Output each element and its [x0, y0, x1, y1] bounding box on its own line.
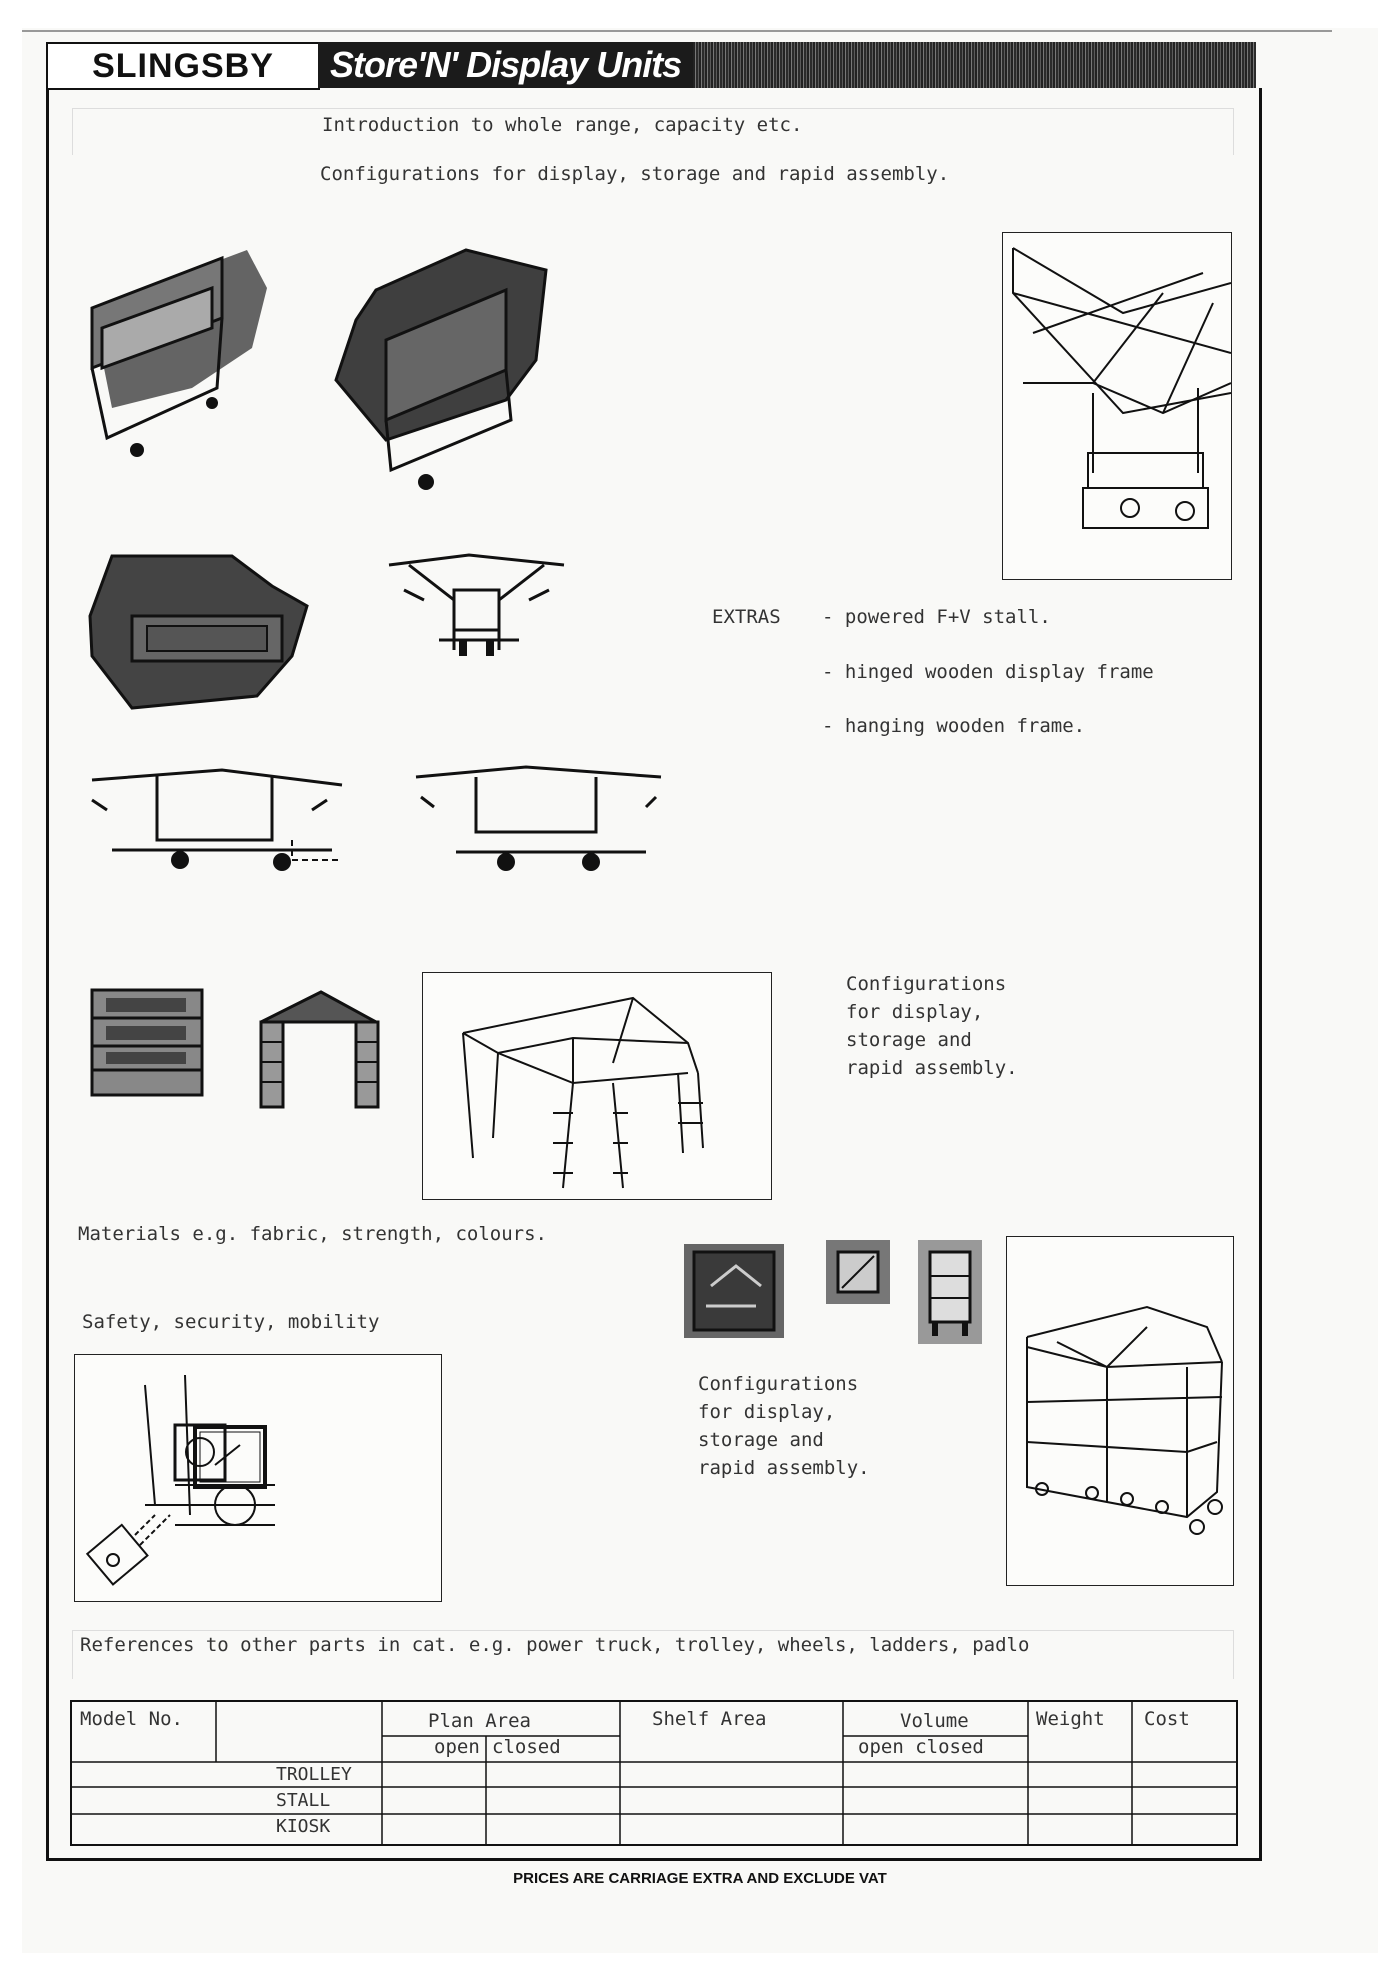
config-1-line-1: Configurations — [846, 973, 1007, 995]
spec-table — [70, 1700, 1238, 1846]
row-kiosk: KIOSK — [276, 1816, 331, 1837]
stall-plan-sketch — [72, 536, 342, 728]
page-title: Store'N' Display Units — [318, 42, 693, 88]
padlock-sketch — [75, 1355, 441, 1601]
fold-icon-2 — [822, 1236, 894, 1308]
gazebo-sketch-frame — [422, 972, 772, 1200]
trolley-sketch-frame — [1006, 1236, 1234, 1586]
col-volume-header: Volume — [900, 1710, 969, 1732]
kiosk-sketch — [1003, 233, 1231, 579]
extras-label: EXTRAS — [712, 606, 781, 628]
extras-item-2: - hinged wooden display frame — [822, 661, 1154, 683]
intro-line-2: Configurations for display, storage and rapid assembly. — [320, 163, 950, 185]
col-model-header: Model No. — [80, 1708, 183, 1730]
extras-item-1: - powered F+V stall. — [822, 606, 1051, 628]
footer-note: PRICES ARE CARRIAGE EXTRA AND EXCLUDE VAT — [513, 1870, 887, 1887]
config-2-line-4: rapid assembly. — [698, 1457, 870, 1479]
col-weight-header: Weight — [1036, 1708, 1105, 1730]
plan-closed-subheader: closed — [492, 1736, 561, 1758]
header — [46, 42, 1256, 88]
brand-logo: SLINGSBY — [46, 42, 320, 90]
config-1-line-3: storage and — [846, 1029, 972, 1051]
materials-text: Materials e.g. fabric, strength, colours. — [78, 1223, 547, 1245]
fold-icon-1 — [676, 1236, 792, 1346]
open-stall-sketch-2 — [396, 752, 678, 882]
intro-line-1: Introduction to whole range, capacity etc. — [322, 114, 803, 136]
open-stall-sketch-1 — [72, 750, 392, 880]
trolley-sketch — [1007, 1237, 1233, 1585]
title-banner — [318, 42, 1256, 88]
top-rule — [22, 30, 1332, 32]
col-cost-header: Cost — [1144, 1708, 1190, 1730]
col-shelf-header: Shelf Area — [652, 1708, 767, 1730]
col-plan-header: Plan Area — [428, 1710, 531, 1732]
references-text: References to other parts in cat. e.g. power truck, trolley, wheels, ladders, padlo — [80, 1634, 1030, 1656]
safety-text: Safety, security, mobility — [82, 1311, 380, 1333]
plan-open-subheader: open — [434, 1736, 480, 1758]
stall-section-sketch — [374, 540, 582, 680]
stall-sketch-1 — [72, 228, 292, 486]
kiosk-sketch-frame — [1002, 232, 1232, 580]
extras-item-3: - hanging wooden frame. — [822, 715, 1086, 737]
shelf-unit-sketch — [72, 970, 220, 1110]
stall-sketch-2 — [316, 230, 580, 492]
arch-unit-sketch — [246, 972, 396, 1120]
row-stall: STALL — [276, 1790, 331, 1811]
config-2-line-3: storage and — [698, 1429, 824, 1451]
lock-sketch-frame — [74, 1354, 442, 1602]
config-1-line-4: rapid assembly. — [846, 1057, 1018, 1079]
row-trolley: TROLLEY — [276, 1764, 352, 1785]
config-1-line-2: for display, — [846, 1001, 984, 1023]
config-2-line-2: for display, — [698, 1401, 836, 1423]
config-2-line-1: Configurations — [698, 1373, 859, 1395]
volume-subheader: open closed — [858, 1736, 984, 1758]
fold-icon-3 — [914, 1236, 986, 1348]
gazebo-sketch — [423, 973, 771, 1199]
